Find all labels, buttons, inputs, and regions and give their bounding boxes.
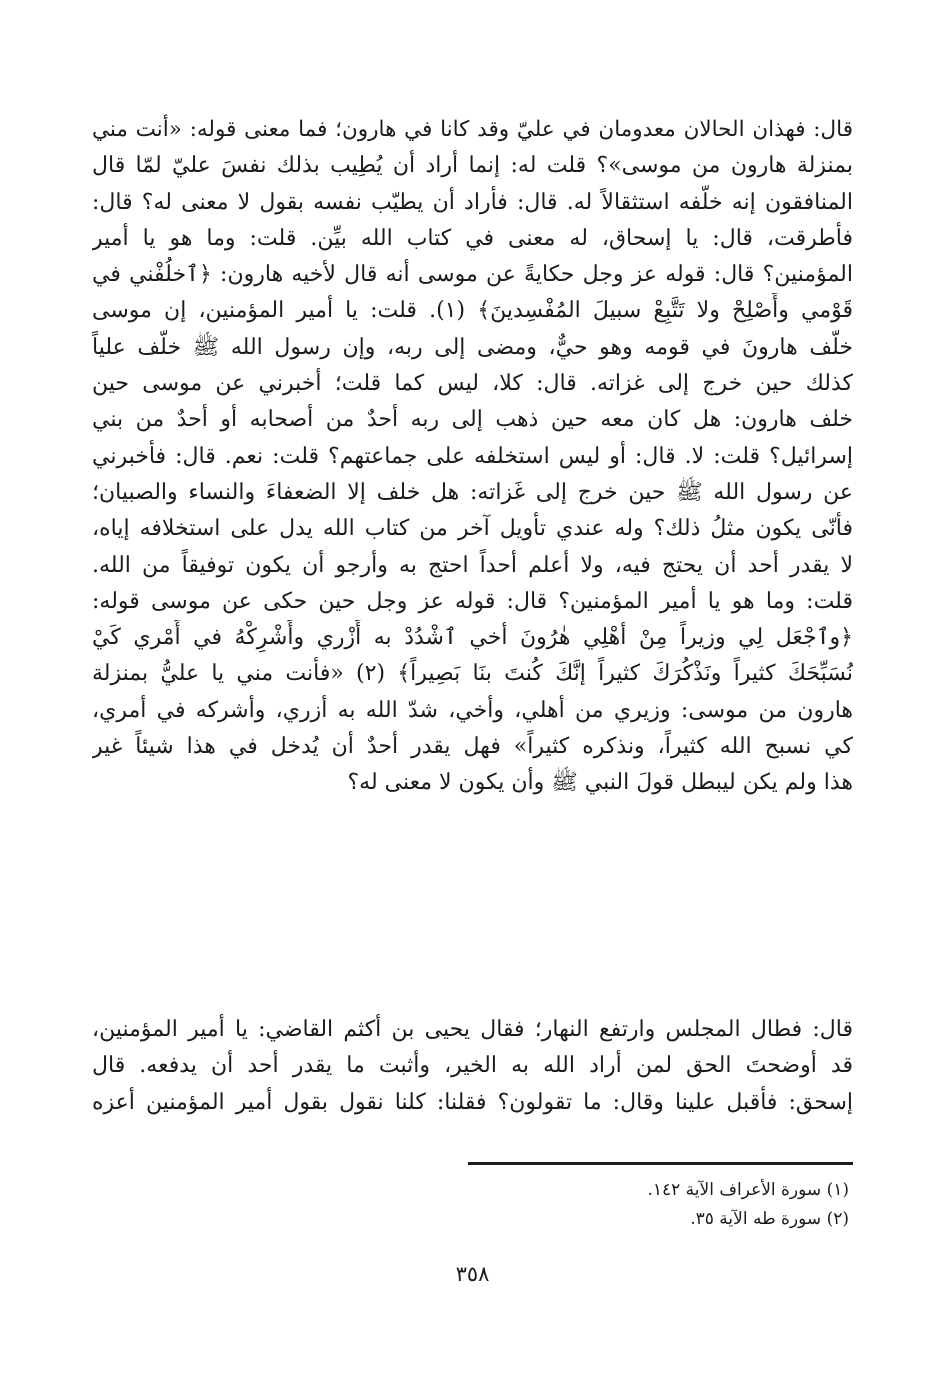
text-line: عن رسول الله ﷺ حين خرج إلى غَزاته: هل خلف إلا الضعفاءَ والنساء والصبيان؛ (92, 479, 853, 505)
text-line: المؤمنين؟ قال: قوله عز وجل حكايةً عن موسى أنه قال لأخيه هارون: ﴿ٱخلُفْني في (92, 262, 853, 288)
footnote-1: (١) سورة الأعراف الآية ١٤٢. (647, 1180, 849, 1200)
text-line: فأنّى يكون مثلُ ذلك؟ وله عندي تأويل آخر من كتاب الله يدل على استخلافه إياه، (92, 516, 853, 542)
page-number: ٣٥٨ (455, 1262, 490, 1286)
text-line: قلت: وما هو يا أمير المؤمنين؟ قال: قوله عز وجل حين حكى عن موسى قوله: (92, 588, 853, 614)
text-line: هارون من موسى: وزيري من أهلي، وأخي، شدّ الله به أزري، وأشركه في أمري، (92, 697, 853, 723)
text-line: ﴿وٱجْعَل لِي وزيراً مِنْ أهْلِي هٰرُونَ أخي ٱشْدُدْ به أَزْري وأَشْرِكْهُ في أَمْري كَيْ (92, 625, 853, 651)
text-line: قال: فطال المجلس وارتفع النهار؛ فقال يحيى بن أكثم القاضي: يا أمير المؤمنين، (92, 1017, 853, 1042)
text-line: هذا ولم يكن ليبطل قولَ النبي ﷺ وأن يكون لا معنى له؟ (347, 770, 853, 796)
text-line: لا يقدر أحد أن يحتج فيه، ولا أعلم أحداً احتج به وأرجو أن يكون توفيقاً من الله. (92, 552, 853, 578)
body-paragraph-1 (92, 112, 853, 802)
text-line: كي نسبح الله كثيراً، ونذكره كثيراً» فهل يقدر أحدٌ أن يُدخل في هذا شيئاً غير (92, 734, 853, 760)
footnotes (92, 1176, 849, 1234)
text-line: خلّف هارونَ في قومه وهو حيٌّ، ومضى إلى ربه، وإن رسول الله ﷺ خلّف علياً (92, 334, 853, 360)
text-line: نُسَبِّحَكَ كثيراً ونَذْكُرَكَ كثيراً إنَّكَ كُنتَ بنَا بَصِيراً﴾ (٢) «فأنت مني يا عليُّ بمنزلة (92, 661, 853, 687)
footnote-2: (٢) سورة طه الآية ٣٥. (690, 1209, 849, 1229)
text-line: إسرائيل؟ قلت: لا. قال: أو ليس استخلفه على جماعتهم؟ قلت: نعم. قال: فأخبرني (92, 443, 853, 469)
text-line: بمنزلة هارون من موسى»؟ قلت له: إنما أراد أن يُطِيب بذلك نفسَ عليّ لمّا قال (92, 153, 853, 179)
body-paragraph-2 (92, 1012, 853, 1121)
text-line: المنافقون إنه خلّفه استثقالاً له. قال: فأراد أن يطيّب نفسه بقول لا معنى له؟ قال: (92, 189, 853, 215)
text-line: إسحق: فأقبل علينا وقال: ما تقولون؟ فقلنا: كلنا نقول بقول أمير المؤمنين أعزه (92, 1089, 853, 1115)
text-line: قد أوضحتَ الحق لمن أراد الله به الخير، وأثبت ما يقدر أحد أن يدفعه. قال (92, 1053, 853, 1079)
footnote-separator (468, 1162, 853, 1165)
text-line: قَوْمي وأَصْلِحْ ولا تَتَّبِعْ سبيلَ المُفْسِدينَ﴾ (١). قلت: يا أمير المؤمنين، إن موسى (92, 298, 853, 324)
text-line: قال: فهذان الحالان معدومان في عليّ وقد كانا في هارون؛ فما معنى قوله: «أنت مني (92, 117, 853, 142)
text-line: كذلك حين خرج إلى غزاته. قال: كلا، ليس كما قلت؛ أخبرني عن موسى حين (92, 371, 853, 397)
text-line: فأطرقت، قال: يا إسحاق، له معنى في كتاب الله بيِّن. قلت: وما هو يا أمير (92, 225, 853, 251)
text-line: خلف هارون: هل كان معه حين ذهب إلى ربه أحدٌ من أصحابه أو أحدٌ من بني (92, 407, 853, 433)
